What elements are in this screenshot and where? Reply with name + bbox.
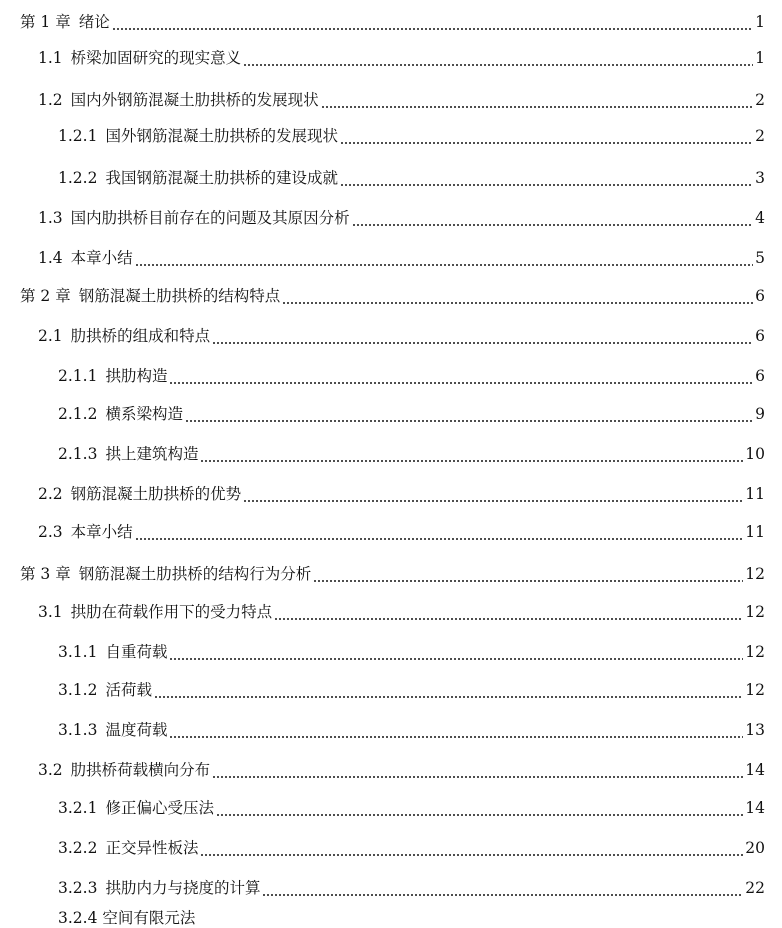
toc-subsection-entry[interactable]: [58, 714, 765, 740]
dot-leader: [200, 444, 743, 464]
toc-entry-title: 拱肋在荷载作用下的受力特点: [70, 603, 273, 621]
dot-leader: [262, 878, 743, 898]
toc-entry-title: 肋拱桥荷载横向分布: [70, 761, 211, 779]
toc-entry-number: 3.1.1: [58, 643, 98, 661]
dot-leader: [112, 12, 753, 32]
dot-leader: [169, 642, 743, 662]
toc-entry-title: 国内肋拱桥目前存在的问题及其原因分析: [70, 209, 350, 227]
dot-leader: [340, 126, 753, 146]
toc-entry-number: 2.1.2: [58, 405, 98, 423]
dot-leader: [313, 564, 743, 584]
dot-leader: [274, 602, 743, 622]
toc-subsection-entry[interactable]: [58, 398, 765, 424]
toc-entry-number: 第 3 章: [20, 565, 71, 583]
toc-subsection-entry[interactable]: [58, 636, 765, 662]
toc-entry-title: 正交异性板法: [105, 839, 199, 857]
toc-entry-number: 2.2: [38, 485, 63, 503]
toc-entry-title: 活荷载: [105, 681, 152, 699]
toc-subsection-entry[interactable]: [58, 872, 765, 898]
toc-entry-number: 1.3: [38, 209, 63, 227]
toc-entry-number: 2.3: [38, 523, 63, 541]
toc-entry-page-number: 1: [755, 49, 765, 67]
toc-entry-page-number: 20: [745, 839, 765, 857]
dot-leader: [212, 760, 743, 780]
toc-entry-number: 3.2.3: [58, 879, 98, 897]
toc-entry-number: 3.1.3: [58, 721, 98, 739]
toc-section-entry[interactable]: [38, 202, 765, 228]
toc-section-entry[interactable]: [38, 320, 765, 346]
toc-entry-title: 国内外钢筋混凝土肋拱桥的发展现状: [70, 91, 319, 109]
toc-section-entry[interactable]: [38, 754, 765, 780]
toc-entry-number: 3.2.2: [58, 839, 98, 857]
toc-entry-number: 3.2.1: [58, 799, 98, 817]
dot-leader: [282, 286, 753, 306]
toc-entry-page-number: 12: [745, 643, 765, 661]
toc-entry-number: 1.4: [38, 249, 63, 267]
toc-section-entry[interactable]: [38, 596, 765, 622]
dot-leader: [185, 404, 753, 424]
toc-entry-title: 拱肋内力与挠度的计算: [105, 879, 261, 897]
toc-entry-title: 肋拱桥的组成和特点: [70, 327, 211, 345]
toc-entry-number: 1.2: [38, 91, 63, 109]
toc-entry-page-number: 11: [745, 523, 765, 541]
dot-leader: [212, 326, 753, 346]
toc-entry-title: 本章小结: [70, 249, 133, 267]
toc-entry-page-number: 13: [745, 721, 765, 739]
toc-section-entry[interactable]: [38, 242, 765, 268]
toc-entry-title: 绪论: [78, 13, 110, 31]
toc-entry-page-number: 9: [755, 405, 765, 423]
dot-leader: [243, 48, 753, 68]
toc-entry-title: 修正偏心受压法: [105, 799, 214, 817]
toc-entry-page-number: 5: [755, 249, 765, 267]
toc-entry-page-number: 14: [745, 799, 765, 817]
toc-subsection-entry[interactable]: [58, 792, 765, 818]
toc-entry-title: 拱肋构造: [105, 367, 168, 385]
toc-section-entry[interactable]: [38, 42, 765, 68]
toc-subsection-entry[interactable]: [58, 674, 765, 700]
dot-leader: [135, 248, 753, 268]
toc-entry-title: 本章小结: [70, 523, 133, 541]
toc-entry-number: 第 1 章: [20, 13, 71, 31]
toc-entry-number: 1.1: [38, 49, 63, 67]
toc-entry-number: 第 2 章: [20, 287, 71, 305]
toc-entry-page-number: 2: [755, 91, 765, 109]
toc-entry-number: 2.1.1: [58, 367, 98, 385]
toc-entry-page-number: 12: [745, 681, 765, 699]
dot-leader: [154, 680, 743, 700]
toc-entry-page-number: 6: [755, 327, 765, 345]
toc-entry-page-number: 4: [755, 209, 765, 227]
toc-subsection-entry[interactable]: [58, 162, 765, 188]
toc-subsection-entry[interactable]: [58, 360, 765, 386]
toc-entry-number: 1.2.1: [58, 127, 98, 145]
toc-entry-page-number: 1: [755, 13, 765, 31]
toc-entry-title: 钢筋混凝土肋拱桥的结构行为分析: [78, 565, 312, 583]
toc-entry-page-number: 6: [755, 367, 765, 385]
dot-leader: [200, 838, 743, 858]
dot-leader: [243, 484, 743, 504]
dot-leader: [169, 720, 743, 740]
toc-entry-title: 国外钢筋混凝土肋拱桥的发展现状: [105, 127, 338, 145]
toc-chapter-entry[interactable]: [20, 280, 765, 306]
toc-entry-page-number: 6: [755, 287, 765, 305]
dot-leader: [352, 208, 753, 228]
toc-section-entry[interactable]: [38, 516, 765, 542]
toc-entry-title: 自重荷载: [105, 643, 168, 661]
toc-entry-page-number: 11: [745, 485, 765, 503]
toc-entry-number: 2.1.3: [58, 445, 98, 463]
toc-section-entry[interactable]: [38, 478, 765, 504]
toc-chapter-entry[interactable]: [20, 6, 765, 32]
toc-entry-number: 3.1.2: [58, 681, 98, 699]
truncated-toc-entry: 3.2.4 空间有限元法: [58, 909, 196, 927]
toc-entry-number: 1.2.2: [58, 169, 98, 187]
dot-leader: [169, 366, 753, 386]
toc-entry-title: 钢筋混凝土肋拱桥的结构特点: [78, 287, 281, 305]
toc-entry-page-number: 3: [755, 169, 765, 187]
toc-chapter-entry[interactable]: [20, 558, 765, 584]
toc-entry-page-number: 22: [745, 879, 765, 897]
toc-section-entry[interactable]: [38, 84, 765, 110]
toc-entry-page-number: 2: [755, 127, 765, 145]
toc-entry-title: 横系梁构造: [105, 405, 183, 423]
dot-leader: [321, 90, 753, 110]
toc-entry-number: 3.2: [38, 761, 63, 779]
toc-subsection-entry[interactable]: [58, 438, 765, 464]
toc-entry-title: 温度荷载: [105, 721, 168, 739]
dot-leader: [216, 798, 743, 818]
toc-entry-title: 桥梁加固研究的现实意义: [70, 49, 242, 67]
dot-leader: [135, 522, 744, 542]
toc-entry-title: 拱上建筑构造: [105, 445, 199, 463]
toc-entry-page-number: 14: [745, 761, 765, 779]
toc-entry-page-number: 10: [745, 445, 765, 463]
toc-entry-title: 钢筋混凝土肋拱桥的优势: [70, 485, 242, 503]
toc-subsection-entry[interactable]: [58, 120, 765, 146]
toc-entry-number: 2.1: [38, 327, 63, 345]
toc-entry-number: 3.1: [38, 603, 63, 621]
toc-entry-page-number: 12: [745, 603, 765, 621]
toc-entry-title: 我国钢筋混凝土肋拱桥的建设成就: [105, 169, 338, 187]
toc-subsection-entry[interactable]: [58, 832, 765, 858]
dot-leader: [340, 168, 753, 188]
toc-entry-page-number: 12: [745, 565, 765, 583]
